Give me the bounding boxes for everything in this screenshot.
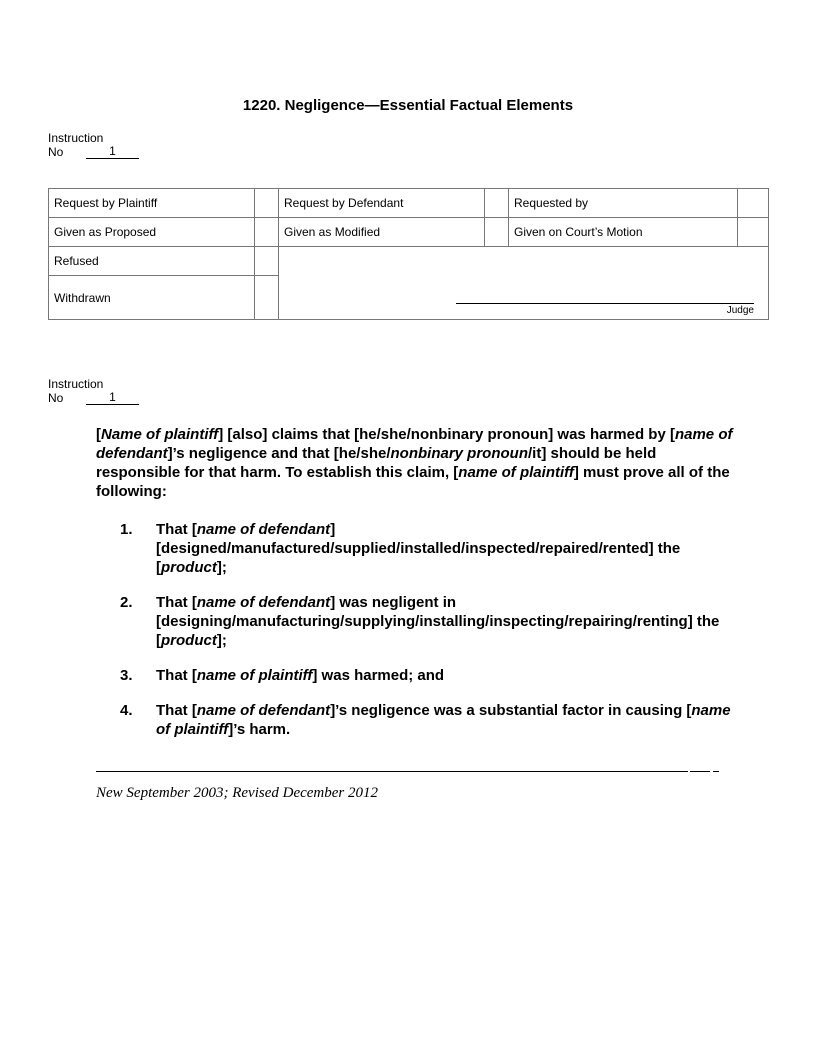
requested-by-checkbox[interactable] <box>738 189 769 218</box>
elements-list <box>96 520 736 739</box>
given-on-courts-motion-label: Given on Court’s Motion <box>509 218 738 247</box>
refused-label: Refused <box>49 247 255 276</box>
requested-by-label: Requested by <box>509 189 738 218</box>
instruction-number-block <box>48 131 139 159</box>
given-as-proposed-checkbox[interactable] <box>255 218 279 247</box>
list-item: 3. That [name of plaintiff] was harmed; and <box>120 667 445 684</box>
judge-label: Judge <box>726 305 754 316</box>
instruction-no-value: 1 <box>86 145 139 159</box>
list-item: 1. That [name of defendant] [designed/manufactured/supplied/installed/inspected/repaired/rented] the [product]; <box>120 521 681 576</box>
footer-divider <box>96 771 688 772</box>
withdrawn-label: Withdrawn <box>49 276 255 320</box>
given-on-courts-motion-checkbox[interactable] <box>738 218 769 247</box>
request-by-defendant-label: Request by Defendant <box>279 189 485 218</box>
instruction-no-value: 1 <box>86 391 139 405</box>
judge-signature-area <box>279 247 769 320</box>
instruction-number-block-2 <box>48 377 139 405</box>
list-item: 4. That [name of defendant]’s negligence was a substantial factor in causing [name of plaintiff]’s harm. <box>120 702 731 738</box>
withdrawn-checkbox[interactable] <box>255 276 279 320</box>
given-as-proposed-label: Given as Proposed <box>49 218 255 247</box>
instruction-label: Instruction <box>48 131 104 145</box>
footer-divider-segment <box>690 771 710 772</box>
judge-signature-line[interactable] <box>456 303 754 304</box>
footer-divider-segment <box>713 771 719 772</box>
given-as-modified-checkbox[interactable] <box>485 218 509 247</box>
request-by-defendant-checkbox[interactable] <box>485 189 509 218</box>
page-title: 1220. Negligence—Essential Factual Elements <box>242 97 574 114</box>
instruction-no-label: No <box>48 391 64 405</box>
list-item: 2. That [name of defendant] was negligent in [designing/manufacturing/supplying/installing/inspecting/repairing/renting] the [product]; <box>120 594 720 649</box>
given-as-modified-label: Given as Modified <box>279 218 485 247</box>
refused-checkbox[interactable] <box>255 247 279 276</box>
instruction-label: Instruction <box>48 377 104 391</box>
intro-paragraph: [Name of plaintiff] [also] claims that [he/she/nonbinary pronoun] was harmed by [name of defendant]’s negligence and that [he/she/nonbinary pronoun/it] should be held responsible for that harm. To establish this claim, [name of plaintiff] must prove all of the following: <box>96 426 733 500</box>
instruction-body <box>96 425 736 755</box>
request-by-plaintiff-label: Request by Plaintiff <box>49 189 255 218</box>
revision-note: New September 2003; Revised December 2012 <box>96 785 378 801</box>
instruction-no-label: No <box>48 145 64 159</box>
request-table <box>48 188 769 320</box>
request-by-plaintiff-checkbox[interactable] <box>255 189 279 218</box>
